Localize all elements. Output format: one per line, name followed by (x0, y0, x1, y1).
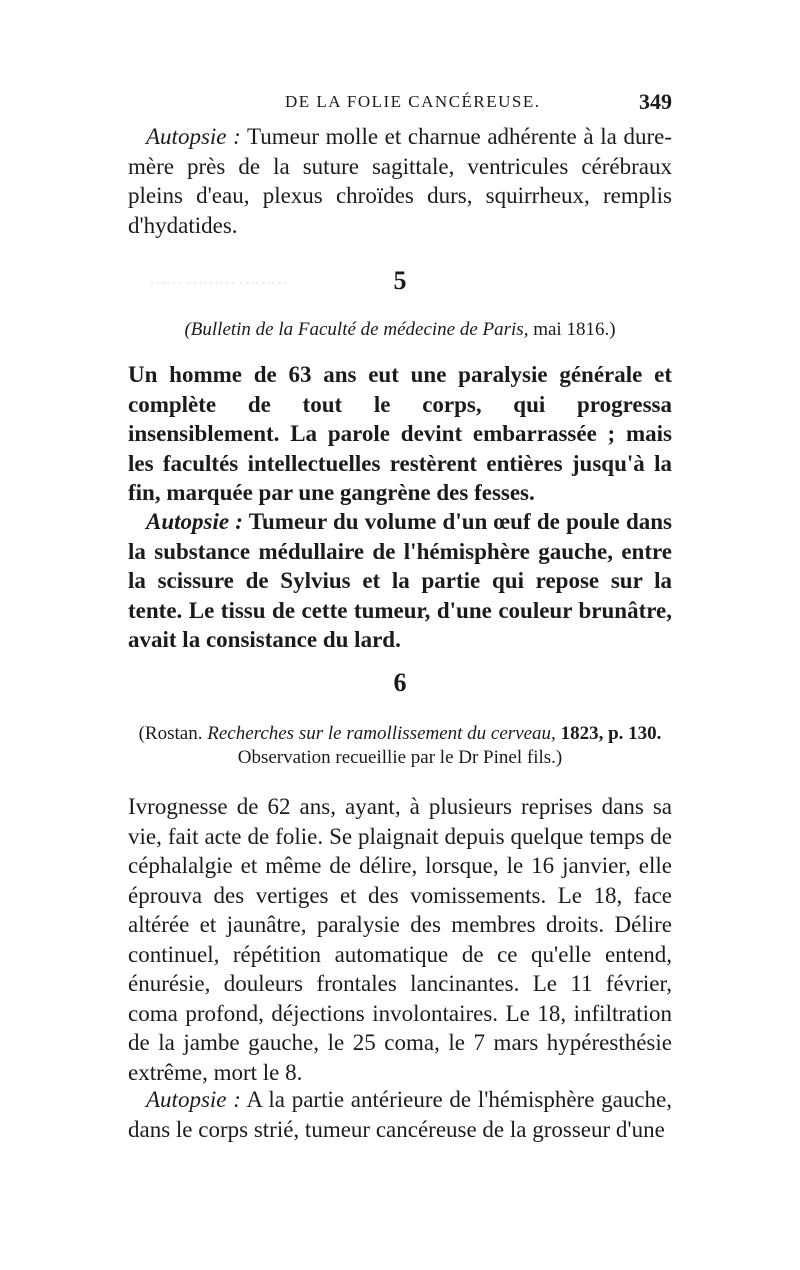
case-number-6: 6 (393, 668, 407, 697)
autopsy-text: Tumeur du volume d'un œuf de poule dans la substance médullaire de l'hémisphère gauche, entre la scissure de Sylvius et la partie qui repose sur la tente. Le tissu de cette tumeur, d'une couleur brunâtre, avait la consistance du lard. (128, 509, 673, 652)
autopsy-label: Autopsie : (146, 124, 241, 149)
case5-observation: Un homme de 63 ans eut une paralysie générale et complète de tout le corps, qui progressa insensiblement. La parole devint embarrassée ; mais les facultés intellectuelles restèrent entières jusqu'à la fin, marquée par une gangrène des fesses. (128, 362, 672, 505)
autopsy-label: Autopsie : (146, 509, 243, 534)
bleed-through-text: ……… ……… …… (150, 268, 288, 288)
case6-autopsy-paragraph (128, 1085, 672, 1144)
case6-observation: Ivrognesse de 62 ans, ayant, à plusieurs reprises dans sa vie, fait acte de folie. Se plaignait depuis quelque temps de céphalalgie et même de délire, lorsque, le 16 janvier, elle éprouva des vertiges et des vomissements. Le 18, face altérée et jaunâtre, paralysie des membres droits. Délire continuel, répétition automatique de ce qu'elle entend, énurésie, douleurs frontales lancinantes. Le 11 février, coma profond, déjections involontaires. Le 18, infiltration de la jambe gauche, le 25 coma, le 7 mars hypéresthésie extrême, mort le 8. (128, 794, 672, 1085)
case4-autopsy-paragraph (128, 122, 672, 240)
running-head (128, 89, 672, 122)
case6-source (128, 722, 672, 770)
case5-source (128, 318, 672, 342)
autopsy-label: Autopsie : (146, 1087, 241, 1112)
case-number-5: 5 (393, 266, 407, 295)
source-title: (Bulletin de la Faculté de médecine de Paris, (184, 319, 529, 340)
source-author: (Rostan. (138, 723, 208, 744)
page-number: 349 (639, 89, 672, 114)
source-ref: 1823, p. 130. (555, 723, 662, 744)
autopsy-text: A la partie antérieure de l'hémisphère gauche, dans le corps strié, tumeur cancéreuse de la grosseur d'une (128, 1087, 672, 1142)
source-date: mai 1816.) (528, 319, 616, 340)
case5-autopsy-paragraph (128, 507, 672, 655)
autopsy-text: Tumeur molle et charnue adhérente à la dure-mère près de la suture sagittale, ventricules cérébraux pleins d'eau, plexus chroïdes durs, squirrheux, remplis d'hydatides. (128, 124, 672, 238)
source-line-1 (128, 722, 672, 746)
source-title: Recherches sur le ramollissement du cerveau, (207, 723, 556, 744)
source-line-2: Observation recueillie par le Dr Pinel fils.) (237, 747, 563, 768)
running-title: DE LA FOLIE CANCÉREUSE. (285, 92, 541, 111)
